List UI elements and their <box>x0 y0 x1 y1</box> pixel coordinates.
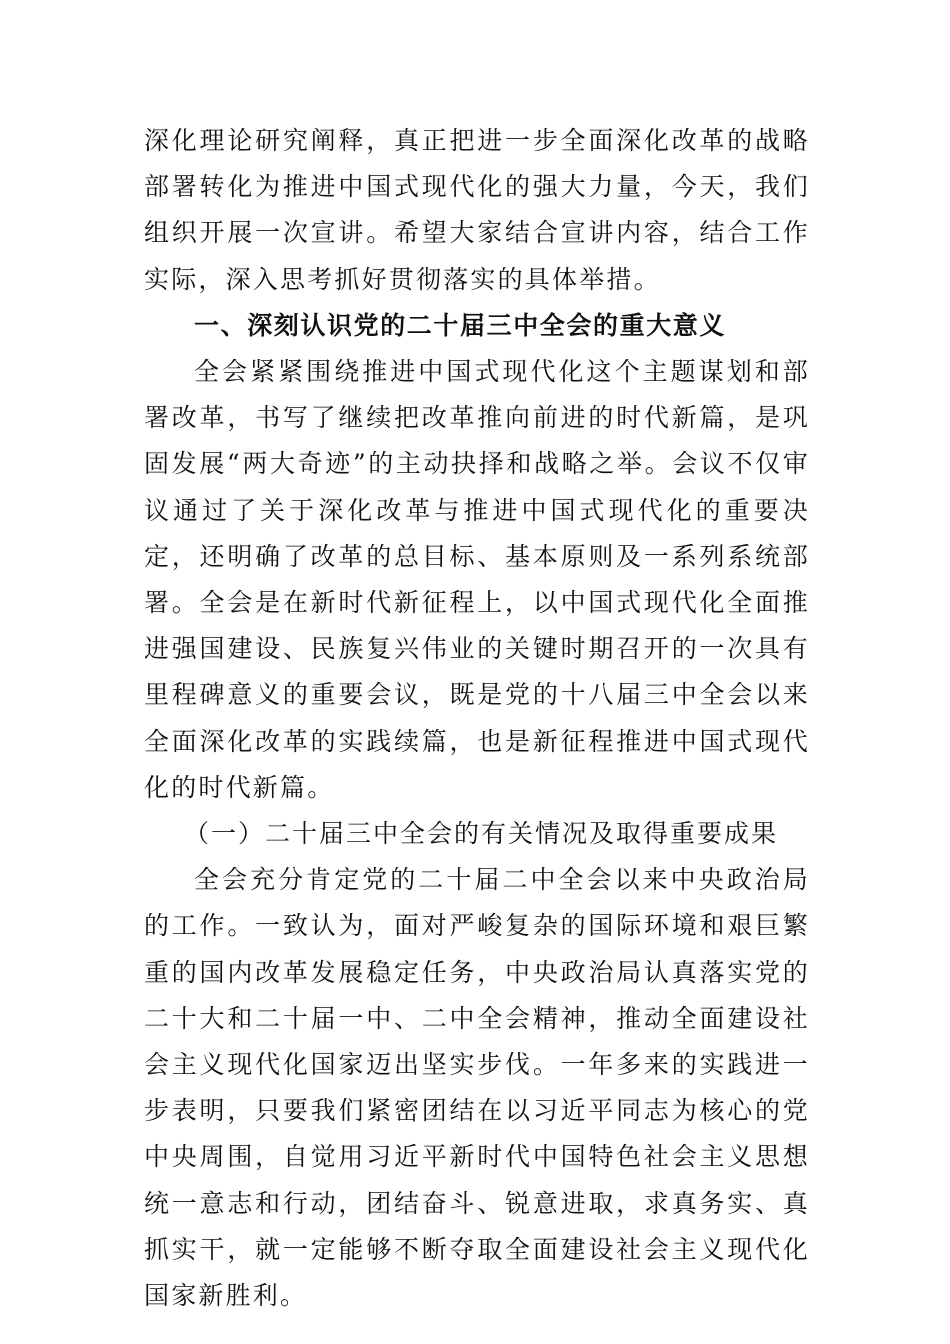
document-body <box>144 118 810 1319</box>
subsection-1-paragraph: 全会充分肯定党的二十届二中全会以来中央政治局的工作。一致认为，面对严峻复杂的国际环境和艰巨繁重的国内改革发展稳定任务，中央政治局认真落实党的二十大和二十届一中、二中全会精神，推动全面建设社会主义现代化国家迈出坚实步伐。一年多来的实践进一步表明，只要我们紧密团结在以习近平同志为核心的党中央周围，自觉用习近平新时代中国特色社会主义思想统一意志和行动，团结奋斗、锐意进取，求真务实、真抓实干，就一定能够不断夺取全面建设社会主义现代化国家新胜利。 <box>144 865 810 1311</box>
section-heading-1: 一、深刻认识党的二十届三中全会的重大意义 <box>194 310 727 340</box>
intro-paragraph-continuation: 深化理论研究阐释，真正把进一步全面深化改革的战略部署转化为推进中国式现代化的强大力量，今天，我们组织开展一次宣讲。希望大家结合宣讲内容，结合工作实际，深入思考抓好贯彻落实的具体举措。 <box>144 126 810 294</box>
section-1-paragraph: 全会紧紧围绕推进中国式现代化这个主题谋划和部署改革，书写了继续把改革推向前进的时代新篇，是巩固发展“两大奇迹”的主动抉择和战略之举。会议不仅审议通过了关于深化改革与推进中国式现代化的重要决定，还明确了改革的总目标、基本原则及一系列系统部署。全会是在新时代新征程上，以中国式现代化全面推进强国建设、民族复兴伟业的关键时期召开的一次具有里程碑意义的重要会议，既是党的十八届三中全会以来全面深化改革的实践续篇，也是新征程推进中国式现代化的时代新篇。 <box>144 357 810 802</box>
subsection-heading-1: （一）二十届三中全会的有关情况及取得重要成果 <box>184 819 779 849</box>
